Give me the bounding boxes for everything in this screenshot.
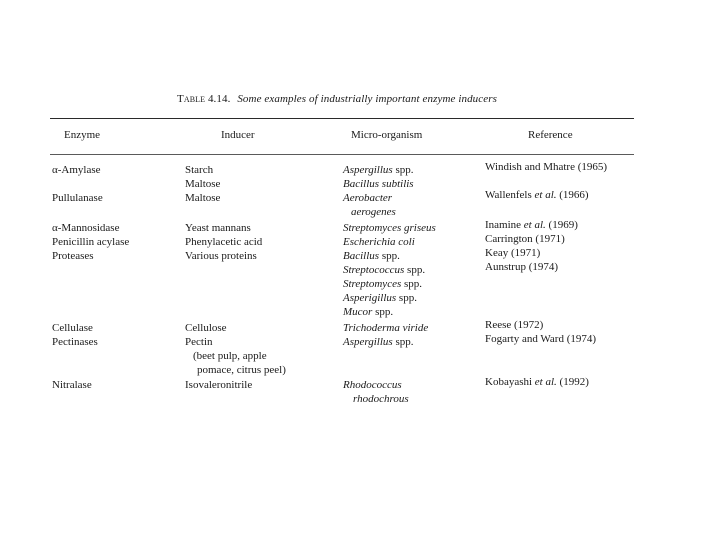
- table-row-enzyme: α-Mannosidase: [52, 222, 120, 234]
- table-label: Table 4.14.: [177, 93, 231, 105]
- table-header-rule: [50, 154, 634, 155]
- column-header-reference: Reference: [528, 129, 573, 141]
- table-row-reference: Windish and Mhatre (1965): [485, 161, 608, 173]
- table-row-reference: Carrington (1971): [485, 233, 565, 245]
- table-row-organism: Escherichia coli: [343, 236, 415, 248]
- table-row-inducer: Cellulose: [185, 322, 227, 334]
- table-row-reference: Inamine et al. (1969): [485, 219, 578, 231]
- table-row-inducer: Isovaleronitrile: [185, 379, 253, 391]
- table-row-reference: Keay (1971) Aunstrup (1974): [485, 247, 559, 273]
- table-row-inducer: Pectin (beet pulp, apple pomace, citrus peel): [185, 336, 286, 376]
- table-row-reference: Wallenfels et al. (1966): [485, 189, 589, 201]
- table-title: Some examples of industrially important enzyme inducers: [237, 93, 498, 105]
- table-row-enzyme: Cellulase: [52, 322, 93, 334]
- column-header-enzyme: Enzyme: [64, 129, 101, 141]
- table-row-reference: Kobayashi et al. (1992): [485, 376, 589, 388]
- table-row-organism: Trichoderma viride: [343, 322, 429, 334]
- table-row-reference: Fogarty and Ward (1974): [485, 333, 597, 345]
- table-row-inducer: Starch Maltose: [185, 164, 221, 190]
- table-row-enzyme: Penicillin acylase: [52, 236, 130, 248]
- table-row-inducer: Various proteins: [185, 250, 257, 262]
- table-row-enzyme: Pectinases: [52, 336, 98, 348]
- table-row-organism: Aspergillus spp.: [343, 336, 414, 348]
- table-row-enzyme: α-Amylase: [52, 164, 101, 176]
- table-row-inducer: Yeast mannans: [185, 222, 251, 234]
- table-row-enzyme: Pullulanase: [52, 192, 103, 204]
- table-row-reference: Reese (1972): [485, 319, 544, 331]
- table-row-organism: Streptomyces griseus: [343, 222, 436, 234]
- table-row-enzyme: Nitralase: [52, 379, 92, 391]
- table-row-inducer: Phenylacetic acid: [185, 236, 263, 248]
- table-caption: [177, 93, 497, 105]
- table-row-organism: Bacillus spp. Streptococcus spp. Streptomyces spp. Asperigillus spp. Mucor spp.: [343, 250, 426, 318]
- table-row-organism: Aerobacter aerogenes: [343, 192, 396, 218]
- table-row-organism: Rhodococcus rhodochrous: [343, 379, 409, 405]
- table-top-rule: [50, 118, 634, 119]
- column-header-micro-organism: Micro-organism: [351, 129, 423, 141]
- table-row-inducer: Maltose: [185, 192, 221, 204]
- column-header-inducer: Inducer: [221, 129, 255, 141]
- table-row-organism: Aspergillus spp. Bacillus subtilis: [343, 164, 414, 190]
- table-row-enzyme: Proteases: [52, 250, 94, 262]
